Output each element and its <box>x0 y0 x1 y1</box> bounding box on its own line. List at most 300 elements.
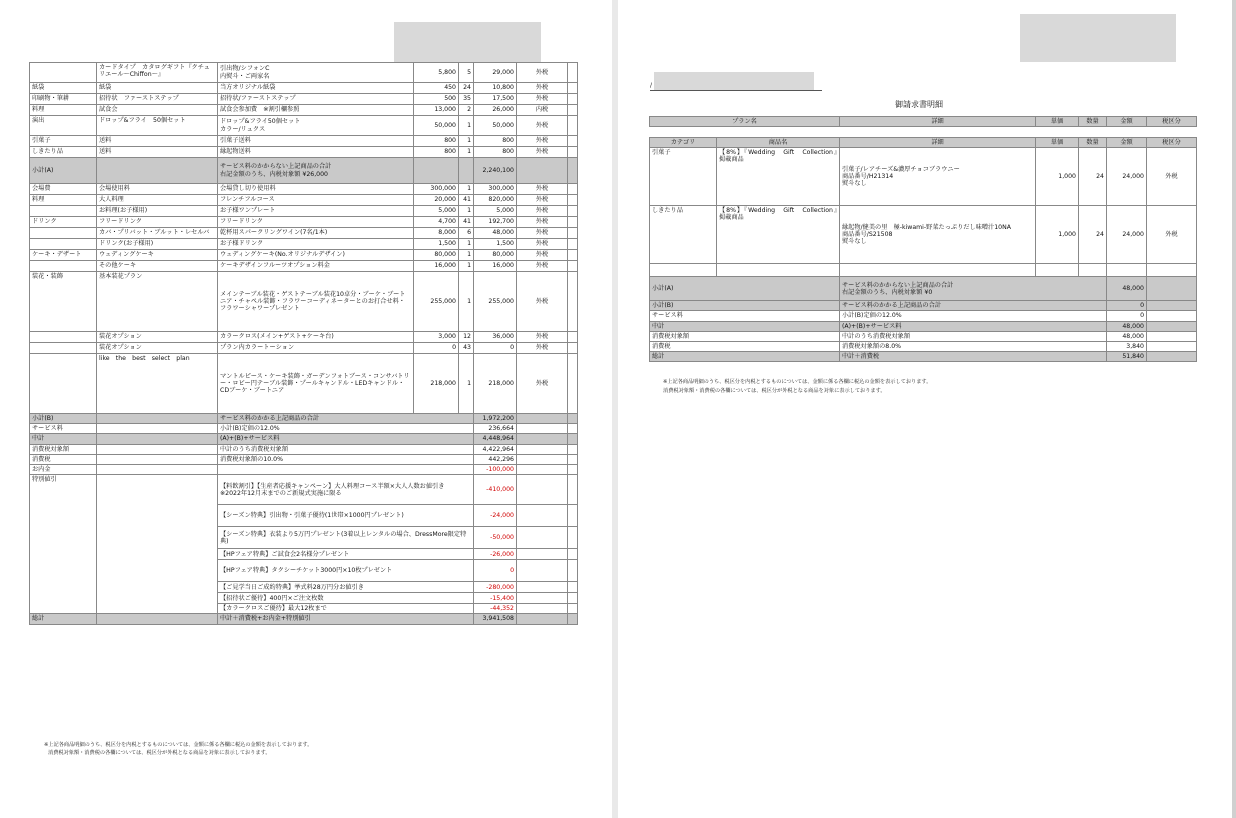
item-row <box>30 195 578 206</box>
tax-type-cell: 外税 <box>517 250 568 261</box>
quantity-cell: 1 <box>459 184 474 195</box>
footnote-2: 消費税対象額・消費税の各欄については、税区分が外税となる商品を対象に表示しております。 <box>663 388 886 394</box>
summary-label: サービス料 <box>650 311 840 321</box>
discount-row <box>30 475 578 505</box>
amount-cell: 300,000 <box>474 184 517 195</box>
item-name-cell: 送料 <box>97 147 218 158</box>
unit-price-cell: 800 <box>414 136 459 147</box>
item-row <box>30 343 578 354</box>
tax-type-cell: 外税 <box>517 147 568 158</box>
unit-price-cell: 5,800 <box>414 63 459 83</box>
tax-type-cell: 外税 <box>517 261 568 272</box>
summary-detail: サービス料のかかる上記商品の合計 <box>218 414 474 424</box>
item-row <box>650 206 1197 264</box>
discount-detail: 【招待状ご優待】400円×ご注文枚数 <box>218 593 474 604</box>
spacer-cell <box>568 195 578 206</box>
item-row <box>30 250 578 261</box>
item-row <box>30 184 578 195</box>
spacer-cell <box>568 414 578 424</box>
subtotal-a-detail: サービス料のかからない上記商品の合計 右記金額のうち、内税対象額 ¥0 <box>840 277 1107 301</box>
amount-cell: 50,000 <box>474 116 517 136</box>
items-table-1 <box>29 62 578 625</box>
quantity-cell: 24 <box>459 83 474 94</box>
scrollbar[interactable] <box>1232 0 1236 818</box>
spacer-cell <box>568 444 578 454</box>
spacer-cell <box>568 505 578 527</box>
header-qty: 数量 <box>1079 138 1107 148</box>
detail-cell: カラークロス(メイン+ゲスト+ケーキ台) <box>218 332 414 343</box>
detail-cell: 試食会参加費 ※割引欄参照 <box>218 105 414 116</box>
discount-amount: -410,000 <box>474 475 517 505</box>
recipient-prefix: / <box>650 82 653 89</box>
summary-detail: 消費税対象額の8.0% <box>840 342 1107 352</box>
summary-amount: 4,422,964 <box>474 444 517 454</box>
item-name-cell: カードタイプ カタログギフト『クチュリエール～Chiffon～』 <box>97 63 218 83</box>
spacer-cell <box>97 424 218 434</box>
discount-detail: 【HPフェア特典】ご試食会2名様分プレゼント <box>218 549 474 560</box>
summary-label: 小計(B) <box>30 414 97 424</box>
tax-type-cell: 外税 <box>517 116 568 136</box>
spacer-cell <box>568 94 578 105</box>
detail-cell: 引菓子/レアチーズ&濃厚チョコブラウニー 商品番号/H21314 熨斗なし <box>840 148 1036 206</box>
unit-price-cell: 0 <box>414 343 459 354</box>
summary-row <box>30 444 578 454</box>
summary-amount: 48,000 <box>1107 331 1147 341</box>
spacer-cell <box>1147 311 1197 321</box>
discount-amount: -44,352 <box>474 604 517 614</box>
tax-type-cell: 外税 <box>517 272 568 332</box>
spacer-cell <box>568 343 578 354</box>
item-name-cell: ドロップ&フライ 50個セット <box>97 116 218 136</box>
summary-amount: 4,448,964 <box>474 434 517 444</box>
summary-label: 消費税対象額 <box>30 444 97 454</box>
tax-type-cell: 外税 <box>517 195 568 206</box>
invoice-page-1 <box>0 0 612 818</box>
items-table-2 <box>649 137 1197 362</box>
spacer-cell <box>568 184 578 195</box>
item-name-cell: 招待状 ファーストステップ <box>97 94 218 105</box>
summary-amount: 3,840 <box>1107 342 1147 352</box>
header-unit: 単価 <box>1036 138 1079 148</box>
detail-cell: プラン内カラートーション <box>218 343 414 354</box>
spacer-cell <box>568 549 578 560</box>
header-detail: 詳細 <box>840 117 1036 127</box>
amount-cell: 800 <box>474 136 517 147</box>
category-cell: 演出 <box>30 116 97 136</box>
spacer-cell <box>568 147 578 158</box>
header-unit: 単価 <box>1036 117 1079 127</box>
item-name-cell: 大人料理 <box>97 195 218 206</box>
item-row <box>30 228 578 239</box>
category-cell <box>30 343 97 354</box>
item-row <box>30 272 578 332</box>
discount-detail: 【ご見学当日ご成約特典】挙式料28万円分お値引き <box>218 582 474 593</box>
amount-cell: 5,000 <box>474 206 517 217</box>
summary-row <box>30 434 578 444</box>
summary-detail: 中計のうち消費税対象額 <box>840 331 1107 341</box>
spacer-cell <box>517 475 568 505</box>
category-cell: 引菓子 <box>650 148 717 206</box>
header-amount: 金額 <box>1107 138 1147 148</box>
subtotal-a-amount: 2,240,100 <box>474 158 517 184</box>
discount-label: 特別値引 <box>30 475 97 614</box>
amount-cell: 192,700 <box>474 217 517 228</box>
unit-price-cell: 5,000 <box>414 206 459 217</box>
discount-amount: 0 <box>474 560 517 582</box>
item-name-cell: フリードリンク <box>97 217 218 228</box>
category-cell: 印刷物・筆耕 <box>30 94 97 105</box>
item-name-cell: 紙袋 <box>97 83 218 94</box>
tax-type-cell: 外税 <box>1147 148 1197 206</box>
item-name-cell: その他ケーキ <box>97 261 218 272</box>
amount-cell: 1,500 <box>474 239 517 250</box>
spacer-cell <box>568 206 578 217</box>
item-row <box>30 206 578 217</box>
quantity-cell: 1 <box>459 136 474 147</box>
detail-cell: 縁起物送料 <box>218 147 414 158</box>
detail-cell: 会場貸し切り使用料 <box>218 184 414 195</box>
detail-cell: マントルピース・ケーキ装飾・ガーデンフォトブース・コンサバトリー・ロビー円テーブル装飾・プールキャンドル・LEDキャンドル・CDブーケ・ブートニア <box>218 354 414 414</box>
quantity-cell: 35 <box>459 94 474 105</box>
category-cell <box>30 206 97 217</box>
summary-amount: 442,296 <box>474 454 517 464</box>
category-cell <box>30 332 97 343</box>
summary-detail: 小計(B)定価の12.0% <box>218 424 474 434</box>
category-cell: しきたり品 <box>30 147 97 158</box>
detail-cell: 引出物/シフォンC 内熨斗・ご両家名 <box>218 63 414 83</box>
quantity-cell: 1 <box>459 250 474 261</box>
item-row <box>30 63 578 83</box>
detail-cell: フレンチフルコース <box>218 195 414 206</box>
spacer-cell <box>568 424 578 434</box>
amount-cell: 17,500 <box>474 94 517 105</box>
spacer-cell <box>517 582 568 593</box>
summary-row <box>650 321 1197 331</box>
spacer-cell <box>97 475 218 614</box>
detail-cell: 乾杯用スパークリングワイン(7名/1本) <box>218 228 414 239</box>
summary-row <box>650 331 1197 341</box>
item-name-cell: 【8%】『Wedding Gift Collection』 掲載商品 <box>717 206 840 264</box>
spacer-cell <box>517 549 568 560</box>
unit-price-cell: 1,000 <box>1036 148 1079 206</box>
quantity-cell: 41 <box>459 217 474 228</box>
redacted-name <box>654 72 814 90</box>
quantity-cell: 6 <box>459 228 474 239</box>
category-cell: 引菓子 <box>30 136 97 147</box>
discount-detail: 【HPフェア特典】タクシーチケット3000円×10枚プレゼント <box>218 560 474 582</box>
category-cell: ドリンク <box>30 217 97 228</box>
tax-type-cell: 外税 <box>517 206 568 217</box>
discount-detail: 【シーズン特典】引出物・引菓子優待(1世帯×1000円プレゼント) <box>218 505 474 527</box>
item-row <box>30 147 578 158</box>
unit-price-cell: 1,000 <box>1036 206 1079 264</box>
spacer-cell <box>517 593 568 604</box>
header-detail: 詳細 <box>840 138 1036 148</box>
spacer-cell <box>568 228 578 239</box>
tax-type-cell: 外税 <box>517 63 568 83</box>
header-plan: プラン名 <box>650 117 840 127</box>
item-row <box>30 136 578 147</box>
header-amount: 金額 <box>1107 117 1147 127</box>
item-name-cell: ドリンク(お子様用) <box>97 239 218 250</box>
spacer-cell <box>517 454 568 464</box>
spacer-cell <box>1147 321 1197 331</box>
amount-cell: 24,000 <box>1107 206 1147 264</box>
unit-price-cell: 218,000 <box>414 354 459 414</box>
spacer-cell <box>568 465 578 475</box>
summary-label: 小計(B) <box>650 301 840 311</box>
detail-cell: お子様ドリンク <box>218 239 414 250</box>
unit-price-cell: 3,000 <box>414 332 459 343</box>
summary-amount: 236,664 <box>474 424 517 434</box>
amount-cell: 16,000 <box>474 261 517 272</box>
header-qty: 数量 <box>1079 117 1107 127</box>
detail-cell: ウェディングケーキ(No.オリジナルデザイン) <box>218 250 414 261</box>
category-cell: 装花・装飾 <box>30 272 97 332</box>
tax-type-cell: 外税 <box>517 354 568 414</box>
unit-price-cell: 500 <box>414 94 459 105</box>
category-cell <box>30 239 97 250</box>
subtotal-a-detail: サービス料のかからない上記商品の合計 右記金額のうち、内税対象額 ¥26,000 <box>218 158 414 184</box>
subtotal-a-amount: 48,000 <box>1107 277 1147 301</box>
amount-cell: 800 <box>474 147 517 158</box>
spacer-cell <box>568 261 578 272</box>
unit-price-cell: 20,000 <box>414 195 459 206</box>
tax-type-cell: 外税 <box>517 94 568 105</box>
spacer-cell <box>568 250 578 261</box>
spacer-cell <box>568 217 578 228</box>
tax-type-cell: 外税 <box>517 332 568 343</box>
summary-label: 消費税対象額 <box>650 331 840 341</box>
item-row <box>30 217 578 228</box>
quantity-cell: 1 <box>459 261 474 272</box>
spacer-cell <box>517 560 568 582</box>
unit-price-cell: 80,000 <box>414 250 459 261</box>
detail-cell: 縁起物/健美の里 極-kiwami-野菜たっぷりだし味噌汁10NA 商品番号/S21508 熨斗なし <box>840 206 1036 264</box>
summary-row <box>30 424 578 434</box>
unit-price-cell: 300,000 <box>414 184 459 195</box>
category-cell: 料理 <box>30 195 97 206</box>
item-name-cell: 試食会 <box>97 105 218 116</box>
summary-detail <box>218 465 474 475</box>
subtotal-a-label: 小計(A) <box>30 158 97 184</box>
subtotal-a-row <box>650 277 1197 301</box>
category-cell <box>30 261 97 272</box>
summary-label: 総計 <box>650 352 840 362</box>
quantity-cell: 1 <box>459 239 474 250</box>
category-cell: ケーキ・デザート <box>30 250 97 261</box>
discount-amount: -26,000 <box>474 549 517 560</box>
tax-type-cell: 外税 <box>1147 206 1197 264</box>
item-row <box>30 239 578 250</box>
discount-detail: 【カラークロスご優待】最大12枚まで <box>218 604 474 614</box>
summary-amount: 48,000 <box>1107 321 1147 331</box>
total-label: 総計 <box>30 614 97 624</box>
header-tax: 税区分 <box>1147 138 1197 148</box>
quantity-cell: 1 <box>459 147 474 158</box>
tax-type-cell: 外税 <box>517 228 568 239</box>
tax-type-cell: 内税 <box>517 105 568 116</box>
detail-cell: お子様ワンプレート <box>218 206 414 217</box>
spacer-cell <box>568 475 578 505</box>
summary-row <box>30 454 578 464</box>
detail-cell: メインテーブル装花・ゲストテーブル装花10卓分・ブーケ・ブートニア・チャペル装飾・フラワーコーディネーターとのお打合せ料・フラワーシャワープレゼント <box>218 272 414 332</box>
unit-price-cell: 800 <box>414 147 459 158</box>
item-name-cell: like the best select plan <box>97 354 218 414</box>
total-amount: 3,941,508 <box>474 614 517 624</box>
tax-type-cell: 外税 <box>517 184 568 195</box>
recipient-line <box>650 90 822 91</box>
amount-cell: 255,000 <box>474 272 517 332</box>
invoice-page-2 <box>618 0 1232 818</box>
total-row <box>30 614 578 624</box>
quantity-cell: 1 <box>459 116 474 136</box>
discount-amount: -15,400 <box>474 593 517 604</box>
summary-label: 消費税 <box>30 454 97 464</box>
summary-row <box>650 311 1197 321</box>
spacer-cell <box>97 444 218 454</box>
item-name-cell: 【8%】『Wedding Gift Collection』 掲載商品 <box>717 148 840 206</box>
footnote-2: 消費税対象額・消費税の各欄については、税区分が外税となる商品を対象に表示しております。 <box>48 750 271 756</box>
category-cell <box>30 228 97 239</box>
summary-label: お内金 <box>30 465 97 475</box>
spacer-cell <box>517 414 568 424</box>
unit-price-cell: 1,500 <box>414 239 459 250</box>
summary-detail: 消費税対象額の10.0% <box>218 454 474 464</box>
quantity-cell: 1 <box>459 272 474 332</box>
header-item: 商品名 <box>717 138 840 148</box>
header-category: カテゴリ <box>650 138 717 148</box>
item-row <box>30 83 578 94</box>
spacer-cell <box>517 434 568 444</box>
summary-amount: 0 <box>1107 311 1147 321</box>
discount-detail: 【シーズン特典】衣装より5万円プレゼント(3着以上レンタルの場合、DressMore限定特典) <box>218 527 474 549</box>
summary-row <box>30 465 578 475</box>
redacted-block <box>1020 14 1176 62</box>
spacer-cell <box>1147 352 1197 362</box>
summary-detail: 小計(B)定価の12.0% <box>840 311 1107 321</box>
spacer-cell <box>568 593 578 604</box>
item-name-cell: 送料 <box>97 136 218 147</box>
summary-detail: (A)+(B)+サービス料 <box>840 321 1107 331</box>
spacer-cell <box>568 63 578 83</box>
plan-header-table <box>649 116 1197 127</box>
item-name-cell: 装花オプション <box>97 332 218 343</box>
quantity-cell: 12 <box>459 332 474 343</box>
detail-cell: 招待状/ファーストステップ <box>218 94 414 105</box>
quantity-cell: 1 <box>459 206 474 217</box>
amount-cell: 36,000 <box>474 332 517 343</box>
quantity-cell: 5 <box>459 63 474 83</box>
spacer-cell <box>97 414 218 424</box>
redacted-block <box>394 22 541 62</box>
category-cell: 紙袋 <box>30 83 97 94</box>
spacer-cell <box>97 454 218 464</box>
item-name-cell: ウェディングケーキ <box>97 250 218 261</box>
item-row <box>30 105 578 116</box>
footnote-1: ※上記各商品明細のうち、税区分を内税とするものについては、金額に係る各欄に税込の金額を表示しております。 <box>44 742 313 748</box>
spacer-cell <box>97 434 218 444</box>
summary-detail: (A)+(B)+サービス料 <box>218 434 474 444</box>
tax-type-cell: 外税 <box>517 136 568 147</box>
spacer-cell <box>568 332 578 343</box>
quantity-cell: 43 <box>459 343 474 354</box>
category-cell: 会場費 <box>30 184 97 195</box>
discount-amount: -24,000 <box>474 505 517 527</box>
amount-cell: 24,000 <box>1107 148 1147 206</box>
quantity-cell: 41 <box>459 195 474 206</box>
item-row <box>30 261 578 272</box>
item-name-cell: 会場使用料 <box>97 184 218 195</box>
amount-cell: 820,000 <box>474 195 517 206</box>
tax-type-cell: 外税 <box>517 343 568 354</box>
spacer-cell <box>517 527 568 549</box>
spacer-cell <box>517 604 568 614</box>
footnote-1: ※上記各商品明細のうち、税区分を内税とするものについては、金額に係る各欄に税込の金額を表示しております。 <box>663 379 932 385</box>
detail-cell: 引菓子送料 <box>218 136 414 147</box>
spacer-cell <box>517 444 568 454</box>
item-row <box>30 94 578 105</box>
summary-label: 中計 <box>650 321 840 331</box>
plan-header-row <box>650 117 1197 127</box>
category-cell <box>30 354 97 414</box>
item-name-cell: 基本装花プラン <box>97 272 218 332</box>
summary-detail: 中計＋消費税 <box>840 352 1107 362</box>
summary-amount: 0 <box>1107 301 1147 311</box>
spacer-cell <box>568 527 578 549</box>
spacer-cell <box>568 272 578 332</box>
item-row <box>30 116 578 136</box>
total-detail: 中計＋消費税+お内金+特別値引 <box>218 614 474 624</box>
tax-type-cell: 外税 <box>517 83 568 94</box>
spacer-cell <box>97 465 218 475</box>
unit-price-cell: 4,700 <box>414 217 459 228</box>
subtotal-a-label: 小計(A) <box>650 277 840 301</box>
spacer-cell <box>568 604 578 614</box>
discount-amount: -280,000 <box>474 582 517 593</box>
item-row <box>30 354 578 414</box>
spacer-cell <box>568 136 578 147</box>
unit-price-cell: 255,000 <box>414 272 459 332</box>
amount-cell: 29,000 <box>474 63 517 83</box>
item-header-row <box>650 138 1197 148</box>
summary-detail: サービス料のかかる上記商品の合計 <box>840 301 1107 311</box>
item-row <box>650 148 1197 206</box>
spacer-cell <box>1147 301 1197 311</box>
spacer-cell <box>517 505 568 527</box>
category-cell: しきたり品 <box>650 206 717 264</box>
spacer-cell <box>568 454 578 464</box>
item-row <box>30 332 578 343</box>
detail-cell: フリードリンク <box>218 217 414 228</box>
discount-amount: -50,000 <box>474 527 517 549</box>
summary-detail: 中計のうち消費税対象額 <box>218 444 474 454</box>
tax-type-cell: 外税 <box>517 239 568 250</box>
summary-row <box>650 301 1197 311</box>
amount-cell: 48,000 <box>474 228 517 239</box>
summary-label: サービス料 <box>30 424 97 434</box>
amount-cell: 26,000 <box>474 105 517 116</box>
spacer-cell <box>1147 331 1197 341</box>
summary-amount: -100,000 <box>474 465 517 475</box>
detail-cell: ドロップ&フライ50個セット カラー/リュクス <box>218 116 414 136</box>
quantity-cell: 24 <box>1079 206 1107 264</box>
quantity-cell: 24 <box>1079 148 1107 206</box>
document-title: 御請求書明細 <box>895 100 943 109</box>
summary-amount: 1,972,200 <box>474 414 517 424</box>
spacer-cell <box>568 582 578 593</box>
summary-row <box>30 414 578 424</box>
